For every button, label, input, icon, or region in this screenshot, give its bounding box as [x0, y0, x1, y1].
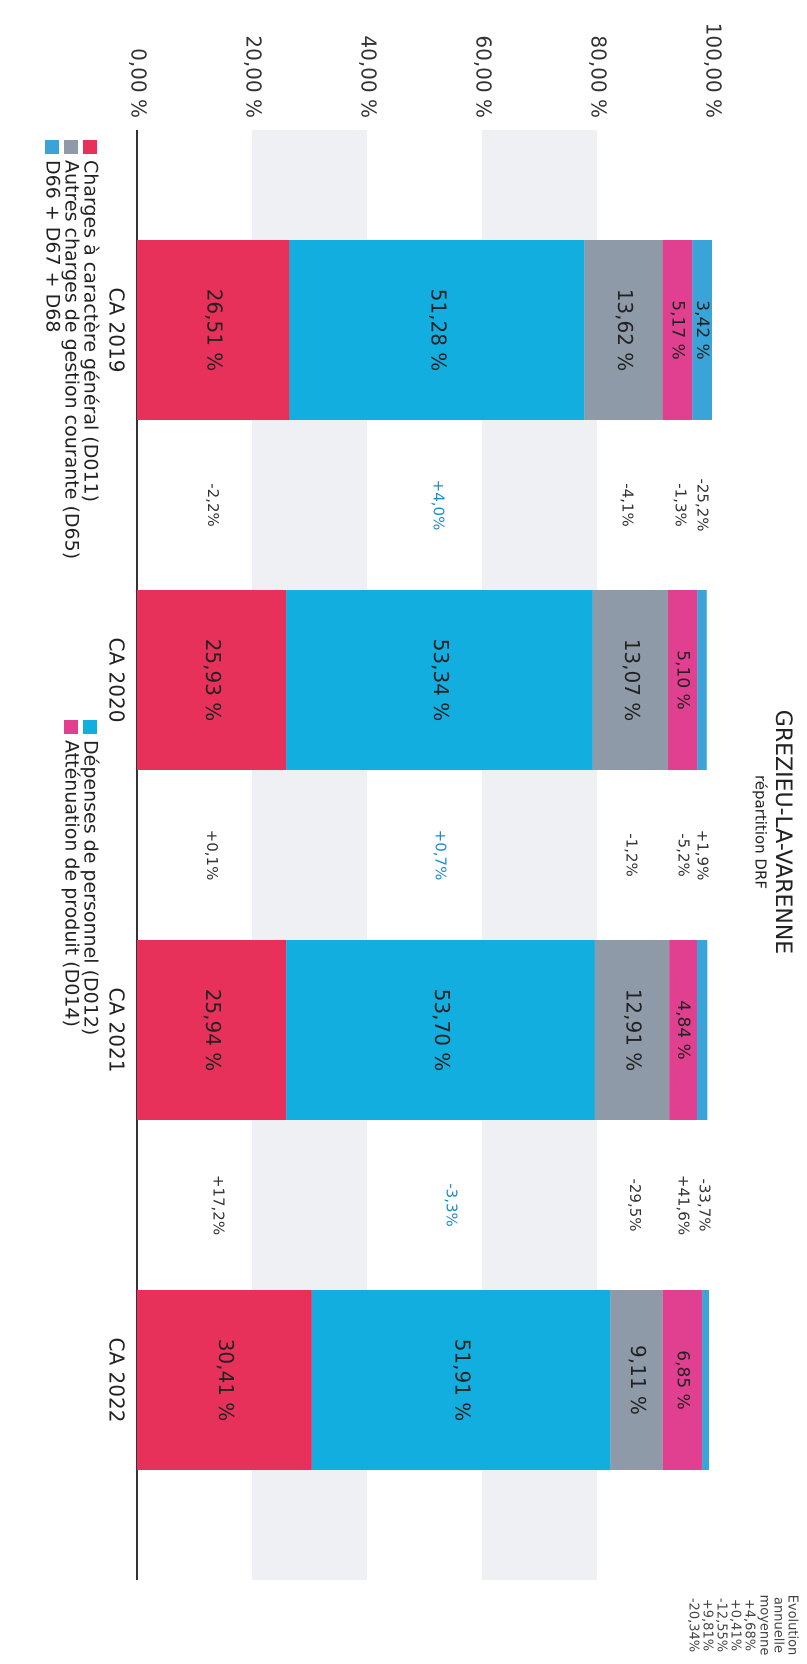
bar-value-label: 5,10 % [672, 650, 693, 710]
legend-swatch [83, 720, 97, 734]
category-label: CA 2019 [104, 287, 129, 373]
y-tick-label: 20,00 % [241, 35, 266, 118]
bar-value-label: 3,42 % [692, 300, 713, 360]
bar-value-label: 5,17 % [667, 300, 688, 360]
y-tick-label: 0,00 % [126, 48, 151, 118]
bar-value-label: 25,94 % [201, 988, 226, 1072]
bar-value-label: 51,91 % [450, 1338, 475, 1422]
evolution-header: moyenne [756, 1594, 772, 1656]
bar-value-label: 13,07 % [619, 638, 644, 722]
change-label: -1,3% [671, 483, 690, 527]
change-label: -33,7% [695, 1178, 714, 1232]
evolution-value: +0,41% [727, 1598, 743, 1652]
chart-subtitle: répartition DRF [751, 774, 770, 890]
y-tick-label: 40,00 % [356, 35, 381, 118]
change-label: +0,1% [203, 829, 222, 881]
change-label: +17,2% [209, 1174, 228, 1236]
change-label: -25,2% [693, 478, 712, 532]
bar-value-label: 53,70 % [430, 988, 455, 1072]
category-label: CA 2022 [104, 1337, 129, 1423]
change-label: -2,2% [203, 483, 222, 527]
bar-segment [702, 1290, 709, 1470]
bar-value-label: 13,62 % [612, 288, 637, 372]
legend-label: Atténuation de produit (D014) [60, 740, 83, 1027]
bar-value-label: 9,11 % [626, 1345, 651, 1415]
bar-segment [697, 590, 706, 770]
legend-swatch [64, 140, 78, 154]
change-label: +1,9% [693, 829, 712, 881]
change-label: -1,2% [622, 833, 641, 877]
bar-value-label: 25,93 % [201, 638, 226, 722]
legend-swatch [45, 140, 59, 154]
change-label: -3,3% [442, 1183, 461, 1227]
y-tick-label: 100,00 % [701, 22, 726, 118]
evolution-value: -12,55% [713, 1597, 729, 1653]
bar-value-label: 51,28 % [426, 288, 451, 372]
change-label: -5,2% [674, 833, 693, 877]
legend-swatch [64, 720, 78, 734]
evolution-value: -20,34% [685, 1597, 701, 1653]
category-label: CA 2020 [104, 637, 129, 723]
bar-segment [697, 940, 707, 1120]
bar-value-label: 6,85 % [672, 1350, 693, 1410]
change-label: -29,5% [625, 1178, 644, 1232]
legend-label: Dépenses de personnel (D012) [79, 740, 102, 1036]
bar-value-label: 26,51 % [202, 288, 227, 372]
evolution-header: Evolution [784, 1594, 800, 1656]
change-label: -4,1% [618, 483, 637, 527]
bar-value-label: 12,91 % [621, 988, 646, 1072]
chart-rotated-group [42, 23, 800, 1656]
bar-value-label: 30,41 % [213, 1338, 238, 1422]
change-label: +0,7% [431, 829, 450, 881]
y-tick-label: 80,00 % [586, 35, 611, 118]
change-label: +4,0% [429, 479, 448, 531]
evolution-value: +4,68% [741, 1598, 757, 1652]
change-label: +41,6% [674, 1174, 693, 1236]
chart-title: GREZIEU-LA-VARENNE [770, 709, 795, 955]
bar-value-label: 53,34 % [428, 638, 453, 722]
evolution-value: +9,81% [699, 1598, 715, 1652]
legend-label: Autres charges de gestion courante (D65) [60, 160, 83, 560]
category-label: CA 2021 [104, 987, 129, 1073]
legend-label: Charges à caractère général (D011) [79, 160, 102, 503]
y-tick-label: 60,00 % [471, 35, 496, 118]
bar-value-label: 4,84 % [673, 1000, 694, 1060]
legend-label: D66 + D67 + D68 [41, 160, 64, 333]
legend-swatch [83, 140, 97, 154]
evolution-header: annuelle [770, 1597, 786, 1653]
